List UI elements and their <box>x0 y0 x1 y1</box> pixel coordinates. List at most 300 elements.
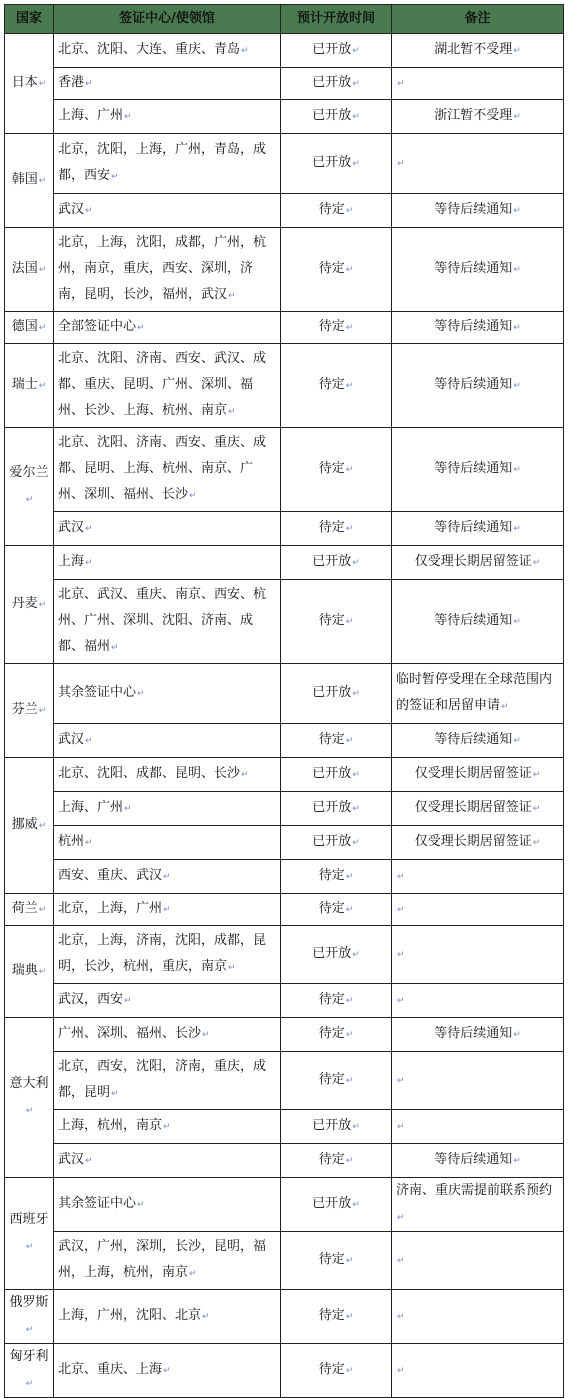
paragraph-mark-icon: ↵ <box>202 1030 210 1040</box>
paragraph-mark-icon: ↵ <box>532 770 541 780</box>
paragraph-mark-icon: ↵ <box>532 804 541 814</box>
header-remarks: 备注 <box>392 5 564 34</box>
centers-cell-text: 北京、沈阳、济南、西安、重庆、成都、昆明、上海、杭州、南京、广州、深圳、福州、长沙 <box>58 435 267 502</box>
remarks-cell <box>392 984 564 1018</box>
centers-cell-text: 武汉 <box>58 520 85 535</box>
country-cell <box>5 758 54 894</box>
open-time-cell <box>281 1110 392 1144</box>
open-time-cell-text: 已开放 <box>312 108 352 123</box>
centers-cell <box>54 1110 281 1144</box>
open-time-cell-text: 待定 <box>318 1362 345 1377</box>
remarks-cell-text: 湖北暂不受理 <box>434 42 513 57</box>
open-time-cell-text: 待定 <box>318 202 345 217</box>
country-name: 挪威 <box>11 817 38 832</box>
table-row <box>5 1290 564 1344</box>
paragraph-mark-icon: ↵ <box>397 950 405 960</box>
paragraph-mark-icon: ↵ <box>513 381 521 391</box>
remarks-cell <box>392 228 564 312</box>
paragraph-mark-icon: ↵ <box>345 872 354 882</box>
remarks-cell <box>392 1018 564 1052</box>
open-time-cell <box>281 792 392 826</box>
centers-cell-text: 北京，沈阳，上海，广州，青岛，成都，西安 <box>58 142 267 183</box>
country-name: 西班牙 <box>9 1212 49 1227</box>
centers-cell-text: 香港 <box>58 75 85 90</box>
centers-cell-text: 北京，西安，沈阳，济南，重庆，成都，昆明 <box>58 1059 267 1100</box>
centers-cell <box>54 758 281 792</box>
paragraph-mark-icon: ↵ <box>345 1256 354 1266</box>
centers-cell <box>54 1232 281 1290</box>
open-time-cell <box>281 546 392 580</box>
table-row <box>5 512 564 546</box>
country-cell <box>5 312 54 344</box>
paragraph-mark-icon: ↵ <box>352 950 360 960</box>
remarks-cell <box>392 1344 564 1398</box>
paragraph-mark-icon: ↵ <box>38 176 47 186</box>
centers-cell <box>54 34 281 68</box>
table-row <box>5 428 564 512</box>
paragraph-mark-icon: ↵ <box>397 1366 405 1376</box>
paragraph-mark-icon: ↵ <box>25 1325 34 1335</box>
open-time-cell-text: 待定 <box>318 1252 345 1267</box>
paragraph-mark-icon: ↵ <box>38 323 47 333</box>
centers-cell <box>54 664 281 724</box>
paragraph-mark-icon: ↵ <box>513 206 521 216</box>
centers-cell-text: 武汉，广州，深圳，长沙，昆明，福州，上海，杭州，南京 <box>58 1239 267 1280</box>
centers-cell <box>54 100 281 134</box>
centers-cell <box>54 826 281 860</box>
remarks-cell-text: 仅受理长期居留签证 <box>414 834 532 849</box>
paragraph-mark-icon: ↵ <box>189 491 197 501</box>
open-time-cell <box>281 926 392 984</box>
open-time-cell-text: 已开放 <box>312 946 352 961</box>
paragraph-mark-icon: ↵ <box>345 996 354 1006</box>
open-time-cell-text: 已开放 <box>312 42 352 57</box>
paragraph-mark-icon: ↵ <box>352 838 360 848</box>
paragraph-mark-icon: ↵ <box>38 905 47 915</box>
open-time-cell-text: 待定 <box>318 261 345 276</box>
paragraph-mark-icon: ↵ <box>202 1312 210 1322</box>
paragraph-mark-icon: ↵ <box>532 838 541 848</box>
centers-cell <box>54 512 281 546</box>
paragraph-mark-icon: ↵ <box>397 1122 405 1132</box>
paragraph-mark-icon: ↵ <box>38 79 47 89</box>
country-cell <box>5 344 54 428</box>
open-time-cell-text: 待定 <box>318 613 345 628</box>
paragraph-mark-icon: ↵ <box>513 736 521 746</box>
paragraph-mark-icon: ↵ <box>352 159 360 169</box>
centers-cell <box>54 1344 281 1398</box>
table-row <box>5 546 564 580</box>
remarks-cell <box>392 428 564 512</box>
remarks-cell <box>392 580 564 664</box>
centers-cell <box>54 894 281 926</box>
remarks-cell-text: 等待后续通知 <box>434 377 513 392</box>
country-name: 荷兰 <box>11 901 38 916</box>
remarks-cell-text: 等待后续通知 <box>434 732 513 747</box>
paragraph-mark-icon: ↵ <box>345 524 354 534</box>
paragraph-mark-icon: ↵ <box>345 1366 354 1376</box>
open-time-cell <box>281 1178 392 1232</box>
table-row <box>5 194 564 228</box>
paragraph-mark-icon: ↵ <box>124 996 132 1006</box>
header-open-time: 预计开放时间 <box>281 5 392 34</box>
paragraph-mark-icon: ↵ <box>513 1156 521 1166</box>
paragraph-mark-icon: ↵ <box>25 1106 34 1116</box>
paragraph-mark-icon: ↵ <box>345 1030 354 1040</box>
remarks-cell <box>392 100 564 134</box>
open-time-cell <box>281 1052 392 1110</box>
country-name: 匈牙利 <box>9 1349 49 1364</box>
open-time-cell <box>281 68 392 100</box>
centers-cell <box>54 580 281 664</box>
table-row <box>5 826 564 860</box>
remarks-cell <box>392 1178 564 1232</box>
paragraph-mark-icon: ↵ <box>513 617 521 627</box>
table-row <box>5 68 564 100</box>
table-row <box>5 894 564 926</box>
table-row <box>5 100 564 134</box>
paragraph-mark-icon: ↵ <box>397 1312 405 1322</box>
paragraph-mark-icon: ↵ <box>352 770 360 780</box>
centers-cell <box>54 1144 281 1178</box>
paragraph-mark-icon: ↵ <box>513 265 521 275</box>
paragraph-mark-icon: ↵ <box>345 381 354 391</box>
remarks-cell-text: 临时暂停受理在全球范围内的签证和居留申请 <box>396 672 553 713</box>
paragraph-mark-icon: ↵ <box>38 600 47 610</box>
centers-cell-text: 武汉 <box>58 732 85 747</box>
open-time-cell-text: 待定 <box>318 1072 345 1087</box>
country-name: 德国 <box>11 319 38 334</box>
table-row <box>5 580 564 664</box>
open-time-cell-text: 待定 <box>318 377 345 392</box>
paragraph-mark-icon: ↵ <box>345 1312 354 1322</box>
remarks-cell-text: 仅受理长期居留签证 <box>414 800 532 815</box>
open-time-cell-text: 已开放 <box>312 834 352 849</box>
paragraph-mark-icon: ↵ <box>532 558 541 568</box>
table-row <box>5 724 564 758</box>
centers-cell-text: 杭州 <box>58 834 85 849</box>
remarks-cell <box>392 312 564 344</box>
open-time-cell-text: 待定 <box>318 1308 345 1323</box>
paragraph-mark-icon: ↵ <box>397 905 405 915</box>
open-time-cell <box>281 100 392 134</box>
remarks-cell-text: 等待后续通知 <box>434 613 513 628</box>
paragraph-mark-icon: ↵ <box>501 702 509 712</box>
table-row <box>5 1018 564 1052</box>
remarks-cell <box>392 512 564 546</box>
visa-status-table <box>4 4 564 1398</box>
paragraph-mark-icon: ↵ <box>397 1256 405 1266</box>
remarks-cell-text: 等待后续通知 <box>434 461 513 476</box>
centers-cell-text: 北京，上海，济南，沈阳，成都，昆明，长沙，杭州，重庆，南京 <box>58 933 267 974</box>
paragraph-mark-icon: ↵ <box>352 804 360 814</box>
centers-cell-text: 北京，上海，沈阳，成都，广州，杭州，南京，重庆，西安、深圳，济南，昆明，长沙，福州，武汉 <box>58 235 267 302</box>
paragraph-mark-icon: ↵ <box>241 770 249 780</box>
table-row <box>5 344 564 428</box>
country-name: 日本 <box>11 75 38 90</box>
paragraph-mark-icon: ↵ <box>352 558 360 568</box>
remarks-cell <box>392 894 564 926</box>
open-time-cell-text: 待定 <box>318 868 345 883</box>
paragraph-mark-icon: ↵ <box>352 689 360 699</box>
paragraph-mark-icon: ↵ <box>189 1269 197 1279</box>
open-time-cell <box>281 512 392 546</box>
remarks-cell-text: 等待后续通知 <box>434 261 513 276</box>
country-cell <box>5 1018 54 1178</box>
open-time-cell <box>281 428 392 512</box>
paragraph-mark-icon: ↵ <box>124 112 132 122</box>
table-row <box>5 664 564 724</box>
remarks-cell <box>392 1290 564 1344</box>
centers-cell-text: 北京、武汉、重庆、南京、西安、杭州、广州、深圳、沈阳、济南、成都、福州 <box>58 587 267 654</box>
paragraph-mark-icon: ↵ <box>513 323 521 333</box>
centers-cell-text: 上海，杭州，南京 <box>58 1118 163 1133</box>
centers-cell <box>54 134 281 194</box>
centers-cell-text: 北京、沈阳、成都、昆明、长沙 <box>58 766 241 781</box>
centers-cell <box>54 724 281 758</box>
paragraph-mark-icon: ↵ <box>345 465 354 475</box>
open-time-cell-text: 已开放 <box>312 1118 352 1133</box>
table-row <box>5 312 564 344</box>
table-row <box>5 1110 564 1144</box>
centers-cell-text: 武汉，西安 <box>58 992 124 1007</box>
open-time-cell <box>281 826 392 860</box>
open-time-cell-text: 待定 <box>318 732 345 747</box>
paragraph-mark-icon: ↵ <box>397 996 405 1006</box>
table-body <box>5 34 564 1398</box>
table-row <box>5 1052 564 1110</box>
open-time-cell <box>281 1018 392 1052</box>
remarks-cell <box>392 1110 564 1144</box>
paragraph-mark-icon: ↵ <box>345 1076 354 1086</box>
country-name: 俄罗斯 <box>9 1295 49 1310</box>
country-name: 爱尔兰 <box>9 465 49 480</box>
paragraph-mark-icon: ↵ <box>38 967 47 977</box>
open-time-cell <box>281 134 392 194</box>
centers-cell-text: 其余签证中心 <box>58 685 137 700</box>
open-time-cell-text: 已开放 <box>312 766 352 781</box>
remarks-cell <box>392 1052 564 1110</box>
country-cell <box>5 134 54 228</box>
paragraph-mark-icon: ↵ <box>137 689 145 699</box>
country-cell <box>5 664 54 758</box>
remarks-cell-text: 等待后续通知 <box>434 520 513 535</box>
paragraph-mark-icon: ↵ <box>345 265 354 275</box>
table-row <box>5 860 564 894</box>
paragraph-mark-icon: ↵ <box>85 1156 93 1166</box>
paragraph-mark-icon: ↵ <box>228 291 236 301</box>
paragraph-mark-icon: ↵ <box>85 736 93 746</box>
table-row <box>5 1232 564 1290</box>
centers-cell-text: 北京、沈阳、大连、重庆、青岛 <box>58 42 241 57</box>
centers-cell-text: 其余签证中心 <box>58 1196 137 1211</box>
paragraph-mark-icon: ↵ <box>397 1213 405 1223</box>
table-row <box>5 792 564 826</box>
paragraph-mark-icon: ↵ <box>352 1200 360 1210</box>
paragraph-mark-icon: ↵ <box>352 1122 360 1132</box>
centers-cell <box>54 860 281 894</box>
centers-cell-text: 上海，广州，沈阳、北京 <box>58 1308 202 1323</box>
remarks-cell-text: 济南、重庆需提前联系预约 <box>396 1183 553 1198</box>
paragraph-mark-icon: ↵ <box>513 465 521 475</box>
open-time-cell-text: 已开放 <box>312 1196 352 1211</box>
paragraph-mark-icon: ↵ <box>111 172 119 182</box>
open-time-cell-text: 待定 <box>318 992 345 1007</box>
open-time-cell <box>281 664 392 724</box>
centers-cell-text: 武汉 <box>58 202 85 217</box>
table-row <box>5 34 564 68</box>
paragraph-mark-icon: ↵ <box>397 159 405 169</box>
centers-cell-text: 上海 <box>58 554 85 569</box>
country-name: 意大利 <box>9 1076 49 1091</box>
centers-cell <box>54 546 281 580</box>
open-time-cell-text: 已开放 <box>312 75 352 90</box>
paragraph-mark-icon: ↵ <box>397 79 405 89</box>
paragraph-mark-icon: ↵ <box>85 558 93 568</box>
paragraph-mark-icon: ↵ <box>137 1200 145 1210</box>
centers-cell <box>54 428 281 512</box>
paragraph-mark-icon: ↵ <box>163 872 171 882</box>
centers-cell <box>54 792 281 826</box>
centers-cell-text: 广州、深圳、福州、长沙 <box>58 1026 202 1041</box>
country-cell <box>5 34 54 134</box>
open-time-cell-text: 已开放 <box>312 685 352 700</box>
remarks-cell <box>392 134 564 194</box>
remarks-cell <box>392 1232 564 1290</box>
open-time-cell-text: 待定 <box>318 1026 345 1041</box>
country-name: 丹麦 <box>11 596 38 611</box>
remarks-cell <box>392 546 564 580</box>
centers-cell <box>54 1178 281 1232</box>
paragraph-mark-icon: ↵ <box>38 265 47 275</box>
country-name: 瑞士 <box>11 377 38 392</box>
paragraph-mark-icon: ↵ <box>345 736 354 746</box>
open-time-cell <box>281 984 392 1018</box>
paragraph-mark-icon: ↵ <box>352 46 360 56</box>
remarks-cell <box>392 826 564 860</box>
centers-cell <box>54 68 281 100</box>
paragraph-mark-icon: ↵ <box>513 112 521 122</box>
open-time-cell <box>281 194 392 228</box>
remarks-cell <box>392 194 564 228</box>
remarks-cell <box>392 758 564 792</box>
paragraph-mark-icon: ↵ <box>352 112 360 122</box>
open-time-cell-text: 待定 <box>318 319 345 334</box>
remarks-cell <box>392 34 564 68</box>
remarks-cell-text: 等待后续通知 <box>434 202 513 217</box>
paragraph-mark-icon: ↵ <box>25 1242 34 1252</box>
open-time-cell <box>281 344 392 428</box>
country-cell <box>5 1290 54 1344</box>
header-country: 国家 <box>5 5 54 34</box>
open-time-cell-text: 待定 <box>318 901 345 916</box>
country-name: 瑞典 <box>11 963 38 978</box>
remarks-cell-text: 等待后续通知 <box>434 1152 513 1167</box>
paragraph-mark-icon: ↵ <box>111 643 119 653</box>
country-cell <box>5 228 54 312</box>
remarks-cell-text: 仅受理长期居留签证 <box>414 766 532 781</box>
open-time-cell <box>281 724 392 758</box>
country-name: 法国 <box>11 261 38 276</box>
paragraph-mark-icon: ↵ <box>124 804 132 814</box>
open-time-cell-text: 待定 <box>318 1152 345 1167</box>
paragraph-mark-icon: ↵ <box>85 838 93 848</box>
centers-cell-text: 北京、沈阳、济南、西安、武汉、成都、重庆、昆明、广州、深圳、福州、长沙、上海、杭州、南京 <box>58 351 267 418</box>
header-row <box>5 5 564 34</box>
centers-cell-text: 武汉 <box>58 1152 85 1167</box>
centers-cell <box>54 984 281 1018</box>
open-time-cell-text: 待定 <box>318 461 345 476</box>
paragraph-mark-icon: ↵ <box>513 1030 521 1040</box>
table-row <box>5 228 564 312</box>
paragraph-mark-icon: ↵ <box>345 206 354 216</box>
paragraph-mark-icon: ↵ <box>85 524 93 534</box>
centers-cell-text: 上海、广州 <box>58 108 124 123</box>
centers-cell <box>54 312 281 344</box>
paragraph-mark-icon: ↵ <box>137 323 145 333</box>
paragraph-mark-icon: ↵ <box>228 407 236 417</box>
remarks-cell <box>392 860 564 894</box>
table-row <box>5 758 564 792</box>
remarks-cell <box>392 344 564 428</box>
paragraph-mark-icon: ↵ <box>345 1156 354 1166</box>
centers-cell <box>54 1290 281 1344</box>
open-time-cell <box>281 34 392 68</box>
centers-cell-text: 上海、广州 <box>58 800 124 815</box>
open-time-cell <box>281 228 392 312</box>
centers-cell-text: 北京，上海，广州 <box>58 901 163 916</box>
table-row <box>5 1144 564 1178</box>
country-cell <box>5 926 54 1018</box>
open-time-cell <box>281 1344 392 1398</box>
paragraph-mark-icon: ↵ <box>345 323 354 333</box>
remarks-cell <box>392 926 564 984</box>
country-name: 韩国 <box>11 172 38 187</box>
open-time-cell <box>281 580 392 664</box>
country-cell <box>5 894 54 926</box>
centers-cell <box>54 228 281 312</box>
paragraph-mark-icon: ↵ <box>85 79 93 89</box>
paragraph-mark-icon: ↵ <box>513 524 521 534</box>
remarks-cell-text: 仅受理长期居留签证 <box>414 554 532 569</box>
paragraph-mark-icon: ↵ <box>163 1122 171 1132</box>
paragraph-mark-icon: ↵ <box>163 905 171 915</box>
paragraph-mark-icon: ↵ <box>397 1076 405 1086</box>
country-cell <box>5 546 54 664</box>
open-time-cell-text: 待定 <box>318 520 345 535</box>
paragraph-mark-icon: ↵ <box>513 46 521 56</box>
open-time-cell <box>281 1232 392 1290</box>
paragraph-mark-icon: ↵ <box>228 963 236 973</box>
country-name: 芬兰 <box>11 702 38 717</box>
remarks-cell <box>392 792 564 826</box>
paragraph-mark-icon: ↵ <box>38 821 47 831</box>
open-time-cell <box>281 894 392 926</box>
paragraph-mark-icon: ↵ <box>352 79 360 89</box>
centers-cell <box>54 1018 281 1052</box>
open-time-cell <box>281 758 392 792</box>
centers-cell <box>54 344 281 428</box>
table-row <box>5 1178 564 1232</box>
paragraph-mark-icon: ↵ <box>25 1379 34 1389</box>
paragraph-mark-icon: ↵ <box>38 381 47 391</box>
centers-cell <box>54 926 281 984</box>
centers-cell <box>54 1052 281 1110</box>
remarks-cell-text: 等待后续通知 <box>434 1026 513 1041</box>
table-row <box>5 1344 564 1398</box>
open-time-cell-text: 已开放 <box>312 155 352 170</box>
paragraph-mark-icon: ↵ <box>111 1089 119 1099</box>
